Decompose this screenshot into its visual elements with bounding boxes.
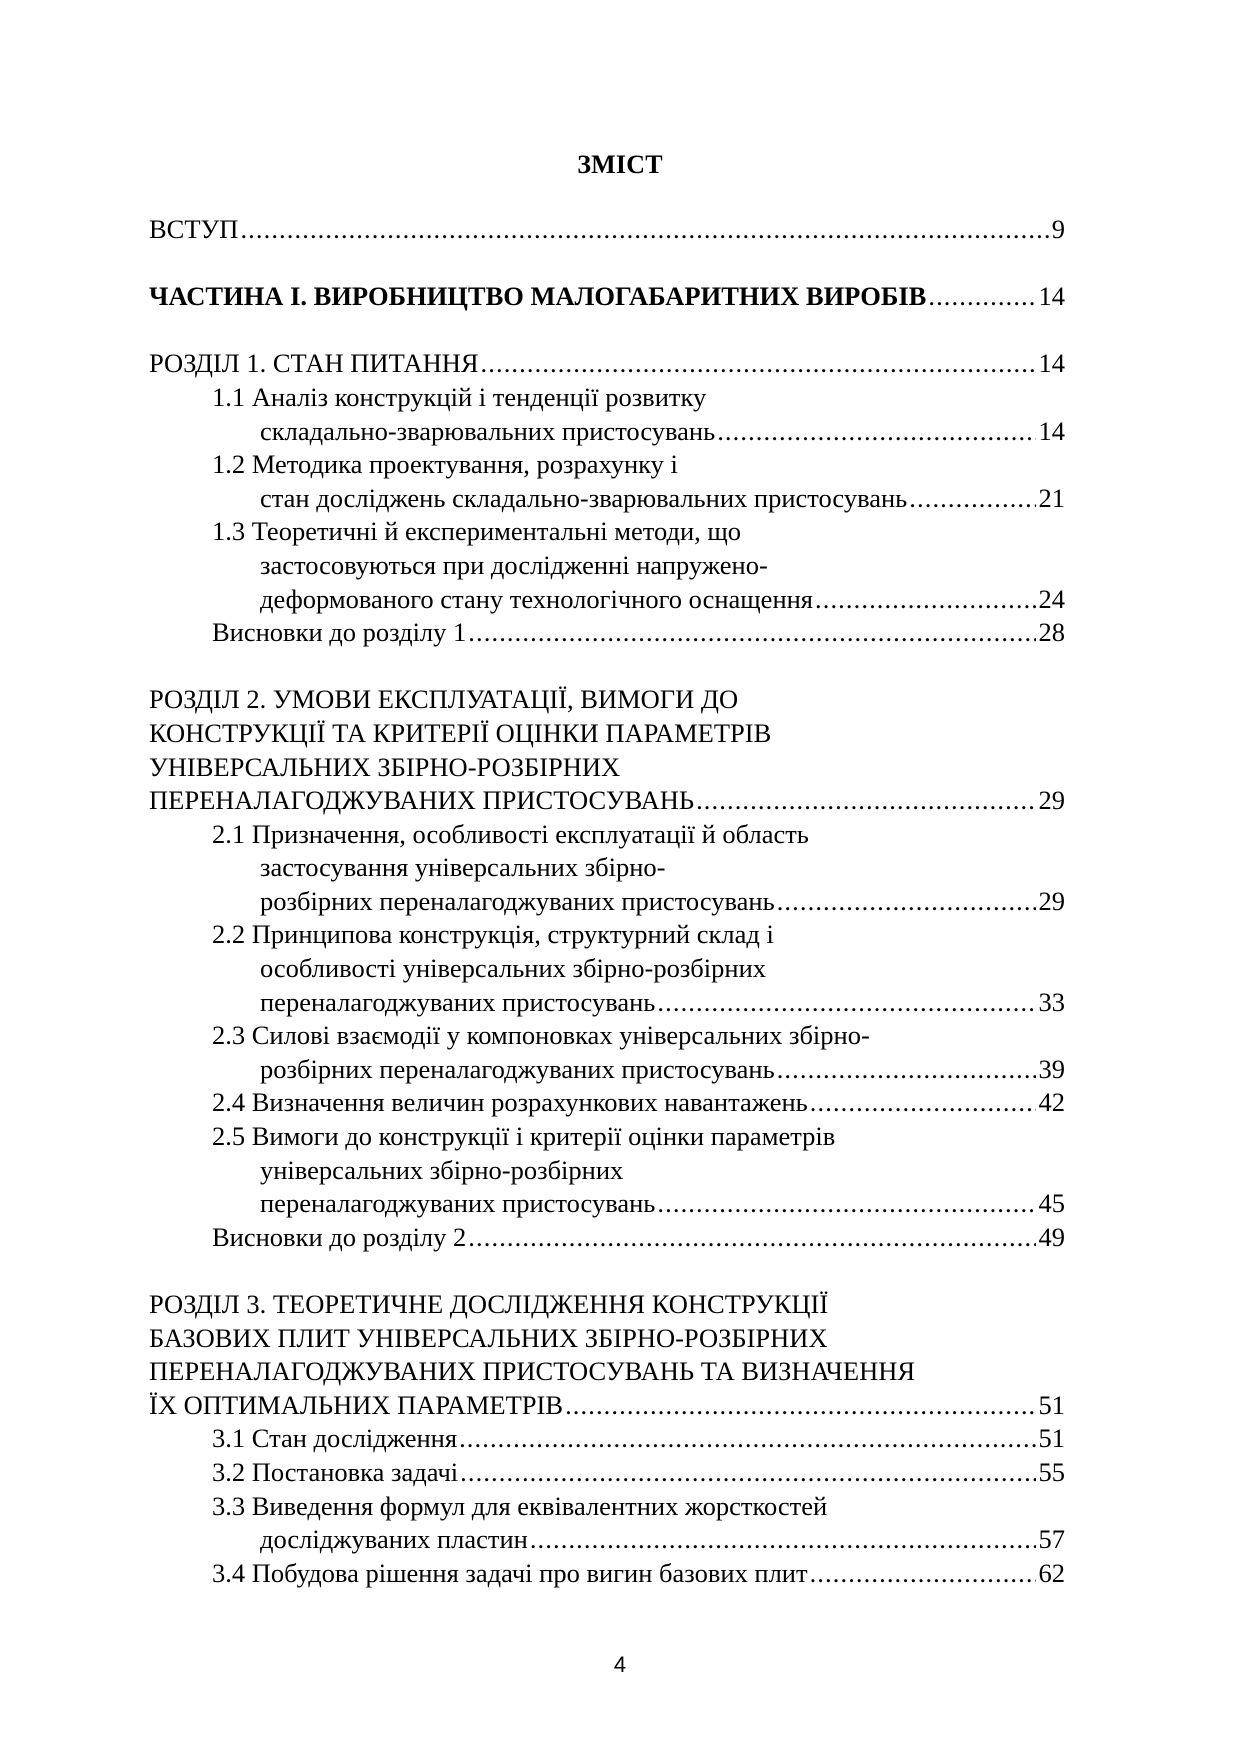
table-of-contents xyxy=(149,213,1065,1590)
toc-entry-line xyxy=(149,751,1065,785)
toc-page-number[interactable]: 51 xyxy=(1038,1389,1065,1420)
dot-leader xyxy=(928,280,1035,314)
toc-page-number[interactable]: 21 xyxy=(1038,482,1065,513)
toc-entry-title: 2.3 Силові взаємодії у компоновках універсальних збірно- xyxy=(212,1020,870,1051)
dot-leader xyxy=(810,1086,1036,1120)
toc-entry-title: ЇХ ОПТИМАЛЬНИХ ПАРАМЕТРІВ xyxy=(149,1389,564,1420)
toc-entry-line xyxy=(149,784,1065,818)
toc-entry-line xyxy=(149,448,1065,482)
toc-entry-title: розбірних переналагоджуваних пристосувань xyxy=(260,1053,775,1084)
toc-subsection-entry[interactable] xyxy=(149,918,1065,1019)
toc-entry-title: РОЗДІЛ 3. ТЕОРЕТИЧНЕ ДОСЛІДЖЕННЯ КОНСТРУКЦІЇ xyxy=(149,1289,829,1319)
toc-entry-line xyxy=(149,1490,1065,1524)
toc-entry-line xyxy=(149,717,1065,751)
toc-entry-title: ПЕРЕНАЛАГОДЖУВАНИХ ПРИСТОСУВАНЬ xyxy=(149,785,695,816)
toc-entry-line xyxy=(149,1221,1065,1255)
toc-entry-line xyxy=(149,1422,1065,1456)
toc-entry-line xyxy=(149,1053,1065,1087)
dot-leader xyxy=(657,1187,1035,1221)
toc-entry-title: 3.3 Виведення формул для еквівалентних жорсткостей xyxy=(212,1490,828,1521)
toc-entry-title: стан досліджень складально-зварювальних пристосувань xyxy=(260,482,908,513)
toc-subsection-entry[interactable] xyxy=(149,1120,1065,1221)
toc-entry-line xyxy=(149,381,1065,415)
toc-entry-title: РОЗДІЛ 2. УМОВИ ЕКСПЛУАТАЦІЇ, ВИМОГИ ДО xyxy=(149,684,739,715)
toc-entry-line xyxy=(149,683,1065,717)
toc-entry-line xyxy=(149,1120,1065,1154)
toc-entry-line xyxy=(149,1322,1065,1356)
toc-entry-line xyxy=(149,1288,1065,1322)
toc-entry-line xyxy=(149,986,1065,1020)
toc-page-number[interactable]: 49 xyxy=(1038,1221,1065,1252)
toc-entry-line xyxy=(149,616,1065,650)
toc-entry-title: деформованого стану технологічного оснащення xyxy=(260,583,813,614)
toc-section-entry[interactable] xyxy=(149,1288,1065,1422)
toc-entry-title: Висновки до розділу 2 xyxy=(212,1221,467,1252)
dot-leader xyxy=(460,1456,1035,1490)
dot-leader xyxy=(240,213,1048,247)
toc-entry-line xyxy=(149,851,1065,885)
toc-entry-title: 2.2 Принципова конструкція, структурний склад і xyxy=(212,919,774,950)
toc-entry-title: РОЗДІЛ 1. СТАН ПИТАННЯ xyxy=(149,348,479,379)
toc-entry-line xyxy=(149,1019,1065,1053)
toc-entry-title: переналагоджуваних пристосувань xyxy=(260,1188,656,1219)
dot-leader xyxy=(468,616,1035,650)
toc-entry-title: розбірних переналагоджуваних пристосувань xyxy=(260,885,775,916)
toc-entry-title: 1.1 Аналіз конструкцій і тенденції розвитку xyxy=(212,381,707,412)
toc-entry-title: 3.4 Побудова рішення задачі про вигин базових плит xyxy=(212,1557,808,1588)
toc-entry-title: застосування універсальних збірно- xyxy=(260,852,666,883)
toc-subsection-entry[interactable] xyxy=(149,1456,1065,1490)
toc-entry-line xyxy=(149,415,1065,449)
toc-entry-title: переналагоджуваних пристосувань xyxy=(260,986,656,1017)
toc-entry-title: складально-зварювальних пристосувань xyxy=(260,415,716,446)
toc-entry-line xyxy=(149,918,1065,952)
toc-entry-line xyxy=(149,515,1065,549)
toc-entry-line xyxy=(149,482,1065,516)
toc-section-entry[interactable] xyxy=(149,280,1065,314)
toc-entry-title: ВСТУП xyxy=(149,214,239,244)
toc-page-number[interactable]: 39 xyxy=(1038,1053,1065,1084)
toc-subsection-entry[interactable] xyxy=(149,1086,1065,1120)
dot-leader xyxy=(481,347,1036,381)
toc-entry-line xyxy=(149,1154,1065,1188)
toc-entry-line xyxy=(149,549,1065,583)
toc-entry-title: 1.2 Методика проектування, розрахунку і xyxy=(212,449,678,480)
toc-entry-title: особливості універсальних збірно-розбірних xyxy=(260,953,767,984)
toc-entry-title: КОНСТРУКЦІЇ ТА КРИТЕРІЇ ОЦІНКИ ПАРАМЕТРІВ xyxy=(149,717,772,748)
toc-entry-line xyxy=(149,1187,1065,1221)
toc-entry-line xyxy=(149,213,1065,247)
toc-page-number[interactable]: 14 xyxy=(1038,281,1065,312)
dot-leader xyxy=(717,415,1035,449)
toc-subsection-entry[interactable] xyxy=(149,1422,1065,1456)
toc-entry-title: застосовуються при дослідженні напружено- xyxy=(260,549,768,580)
toc-entry-line xyxy=(149,583,1065,617)
toc-page-number[interactable]: 45 xyxy=(1038,1188,1065,1219)
toc-entry-title: 3.2 Постановка задачі xyxy=(212,1456,459,1487)
dot-leader xyxy=(909,482,1035,516)
toc-section-entry[interactable] xyxy=(149,347,1065,381)
toc-entry-line xyxy=(149,280,1065,314)
dot-leader xyxy=(459,1422,1035,1456)
toc-subsection-entry[interactable] xyxy=(149,818,1065,919)
toc-page-number[interactable]: 57 xyxy=(1038,1524,1065,1555)
dot-leader xyxy=(657,986,1035,1020)
toc-entry-title: ПЕРЕНАЛАГОДЖУВАНИХ ПРИСТОСУВАНЬ ТА ВИЗНАЧЕННЯ xyxy=(149,1356,916,1387)
toc-page-number[interactable]: 29 xyxy=(1038,885,1065,916)
toc-entry-title: досліджуваних пластин xyxy=(260,1524,528,1555)
toc-entry-title: 3.1 Стан дослідження xyxy=(212,1423,458,1454)
toc-page-number[interactable]: 24 xyxy=(1038,583,1065,614)
page-number: 4 xyxy=(613,1652,627,1677)
toc-section-entry[interactable] xyxy=(149,213,1065,247)
toc-entry-line xyxy=(149,885,1065,919)
dot-leader xyxy=(777,1053,1036,1087)
toc-entry-line xyxy=(149,1456,1065,1490)
toc-page-number[interactable]: 33 xyxy=(1038,986,1065,1017)
toc-subsection-entry[interactable] xyxy=(149,1221,1065,1255)
toc-entry-line xyxy=(149,1557,1065,1591)
toc-page-number[interactable]: 14 xyxy=(1038,415,1065,446)
toc-subsection-entry[interactable] xyxy=(149,616,1065,650)
dot-leader xyxy=(468,1221,1035,1255)
toc-page-number[interactable]: 62 xyxy=(1038,1557,1065,1588)
toc-entry-title: 1.3 Теоретичні й експериментальні методи, що xyxy=(212,516,742,547)
toc-entry-line xyxy=(149,1389,1065,1423)
toc-page-number[interactable]: 42 xyxy=(1038,1087,1065,1118)
toc-subsection-entry[interactable] xyxy=(149,515,1065,616)
toc-subsection-entry[interactable] xyxy=(149,381,1065,448)
toc-page-number[interactable]: 14 xyxy=(1038,348,1065,379)
toc-page-number[interactable]: 28 xyxy=(1038,617,1065,648)
toc-page-number[interactable]: 51 xyxy=(1038,1423,1065,1454)
dot-leader xyxy=(810,1557,1036,1591)
toc-entry-line xyxy=(149,1086,1065,1120)
toc-entry-title: ЧАСТИНА І. ВИРОБНИЦТВО МАЛОГАБАРИТНИХ ВИРОБІВ xyxy=(149,281,927,312)
toc-subsection-entry[interactable] xyxy=(149,1557,1065,1591)
toc-subsection-entry[interactable] xyxy=(149,448,1065,515)
toc-entry-title: УНІВЕРСАЛЬНИХ ЗБІРНО-РОЗБІРНИХ xyxy=(149,751,621,782)
toc-page-number[interactable]: 9 xyxy=(1051,214,1065,244)
toc-section-entry[interactable] xyxy=(149,683,1065,817)
toc-page-number[interactable]: 29 xyxy=(1038,785,1065,816)
toc-entry-title: 2.1 Призначення, особливості експлуатації й область xyxy=(212,818,809,849)
toc-entry-line xyxy=(149,1523,1065,1557)
toc-subsection-entry[interactable] xyxy=(149,1490,1065,1557)
toc-entry-line xyxy=(149,818,1065,852)
toc-entry-title: 2.5 Вимоги до конструкції і критерії оцінки параметрів xyxy=(212,1121,836,1152)
dot-leader xyxy=(696,784,1035,818)
dot-leader xyxy=(777,885,1036,919)
dot-leader xyxy=(565,1389,1035,1423)
toc-entry-line xyxy=(149,1355,1065,1389)
dot-leader xyxy=(815,583,1036,617)
toc-entry-title: універсальних збірно-розбірних xyxy=(260,1154,624,1185)
toc-entry-line xyxy=(149,952,1065,986)
toc-subsection-entry[interactable] xyxy=(149,1019,1065,1086)
page-title: ЗМІСТ xyxy=(577,150,663,179)
toc-page-number[interactable]: 55 xyxy=(1038,1456,1065,1487)
toc-entry-title: Висновки до розділу 1 xyxy=(212,617,467,648)
toc-entry-title: БАЗОВИХ ПЛИТ УНІВЕРСАЛЬНИХ ЗБІРНО-РОЗБІРНИХ xyxy=(149,1322,828,1353)
toc-entry-title: 2.4 Визначення величин розрахункових навантажень xyxy=(212,1087,808,1118)
dot-leader xyxy=(530,1523,1036,1557)
toc-entry-line xyxy=(149,347,1065,381)
